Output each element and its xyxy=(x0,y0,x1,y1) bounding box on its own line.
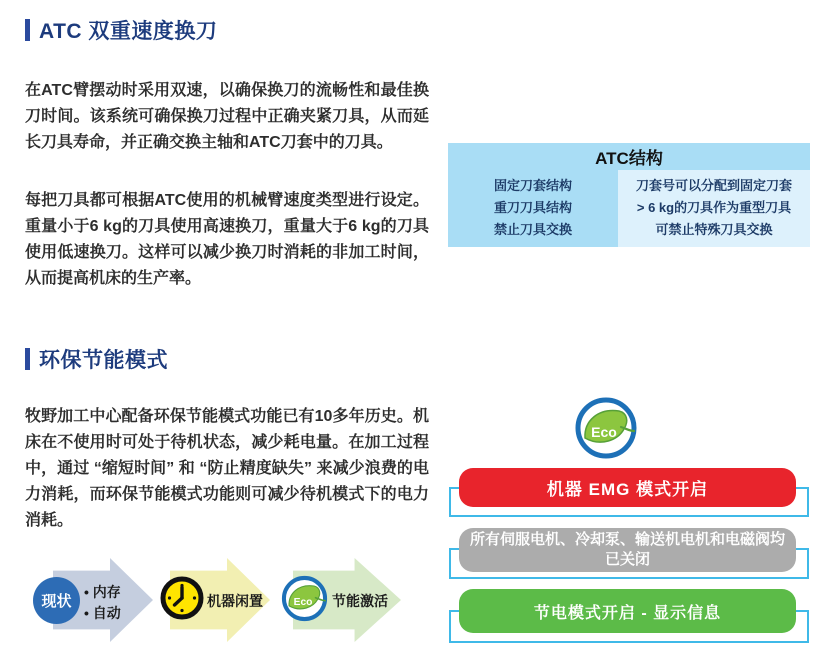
eco-text: Eco xyxy=(591,424,617,440)
heading-accent-bar xyxy=(25,348,30,370)
table-row-label: 固定刀套结构 xyxy=(493,177,572,193)
flow-step-label: 节能激活 xyxy=(332,593,388,609)
table-row-label: 重刀刀具结构 xyxy=(493,199,572,215)
current-state-badge: 现状 xyxy=(33,577,80,624)
status-power-save-on: 节电模式开启 - 显示信息 xyxy=(459,589,796,633)
current-state-bullets xyxy=(84,582,121,624)
flow-step-label: 机器闲置 xyxy=(207,593,263,609)
table-row-label: 禁止刀具交换 xyxy=(493,221,572,237)
table-label-column xyxy=(448,170,618,247)
bullet-item: • 自动 xyxy=(84,605,121,621)
eco-paragraph: 牧野加工中心配备环保节能模式功能已有10多年历史。机床在不使用时可处于待机状态，减少耗电量。在加工过程中，通过 “缩短时间” 和 “防止精度缺失” 来减少浪费的电力消耗，而环保节能模式功能则可减少待机模式下的电力消耗。 xyxy=(25,408,429,529)
table-value-column xyxy=(618,170,810,247)
bullet-item: • 内存 xyxy=(84,584,121,600)
table-row-value: 刀套号可以分配到固定刀套 xyxy=(635,177,792,193)
eco-leaf-icon xyxy=(574,396,638,460)
status-emg-mode-on: 机器 EMG 模式开启 xyxy=(459,468,796,507)
section-title: 环保节能模式 xyxy=(39,349,168,372)
atc-structure-table xyxy=(448,143,810,247)
atc-paragraph-1: 在ATC臂摆动时采用双速，以确保换刀的流畅性和最佳换刀时间。该系统可确保换刀过程中正确夹紧刀具，从而延长刀具寿命，并正确交换主轴和ATC刀套中的刀具。 xyxy=(25,82,429,151)
table-row-value: 可禁止特殊刀具交换 xyxy=(655,221,773,237)
status-motors-off: 所有伺服电机、冷却泵、输送机电机和电磁阀均已关闭 xyxy=(459,528,796,572)
atc-paragraph-2: 每把刀具都可根据ATC使用的机械臂速度类型进行设定。重量小于6 kg的刀具使用高速换刀，重量大于6 kg的刀具使用低速换刀。这样可以减少换刀时消耗的非加工时间，从而提高机床的生产率。 xyxy=(25,192,429,287)
section-heading-eco xyxy=(25,344,168,374)
clock-icon xyxy=(160,576,204,620)
table-row-value: > 6 kg的刀具作为重型刀具 xyxy=(636,199,792,215)
section-title: ATC 双重速度换刀 xyxy=(39,20,218,43)
table-title: ATC结构 xyxy=(448,143,810,170)
section-heading-atc xyxy=(25,15,217,45)
eco-text: Eco xyxy=(293,597,313,609)
eco-leaf-icon xyxy=(281,575,328,622)
heading-accent-bar xyxy=(25,19,30,41)
